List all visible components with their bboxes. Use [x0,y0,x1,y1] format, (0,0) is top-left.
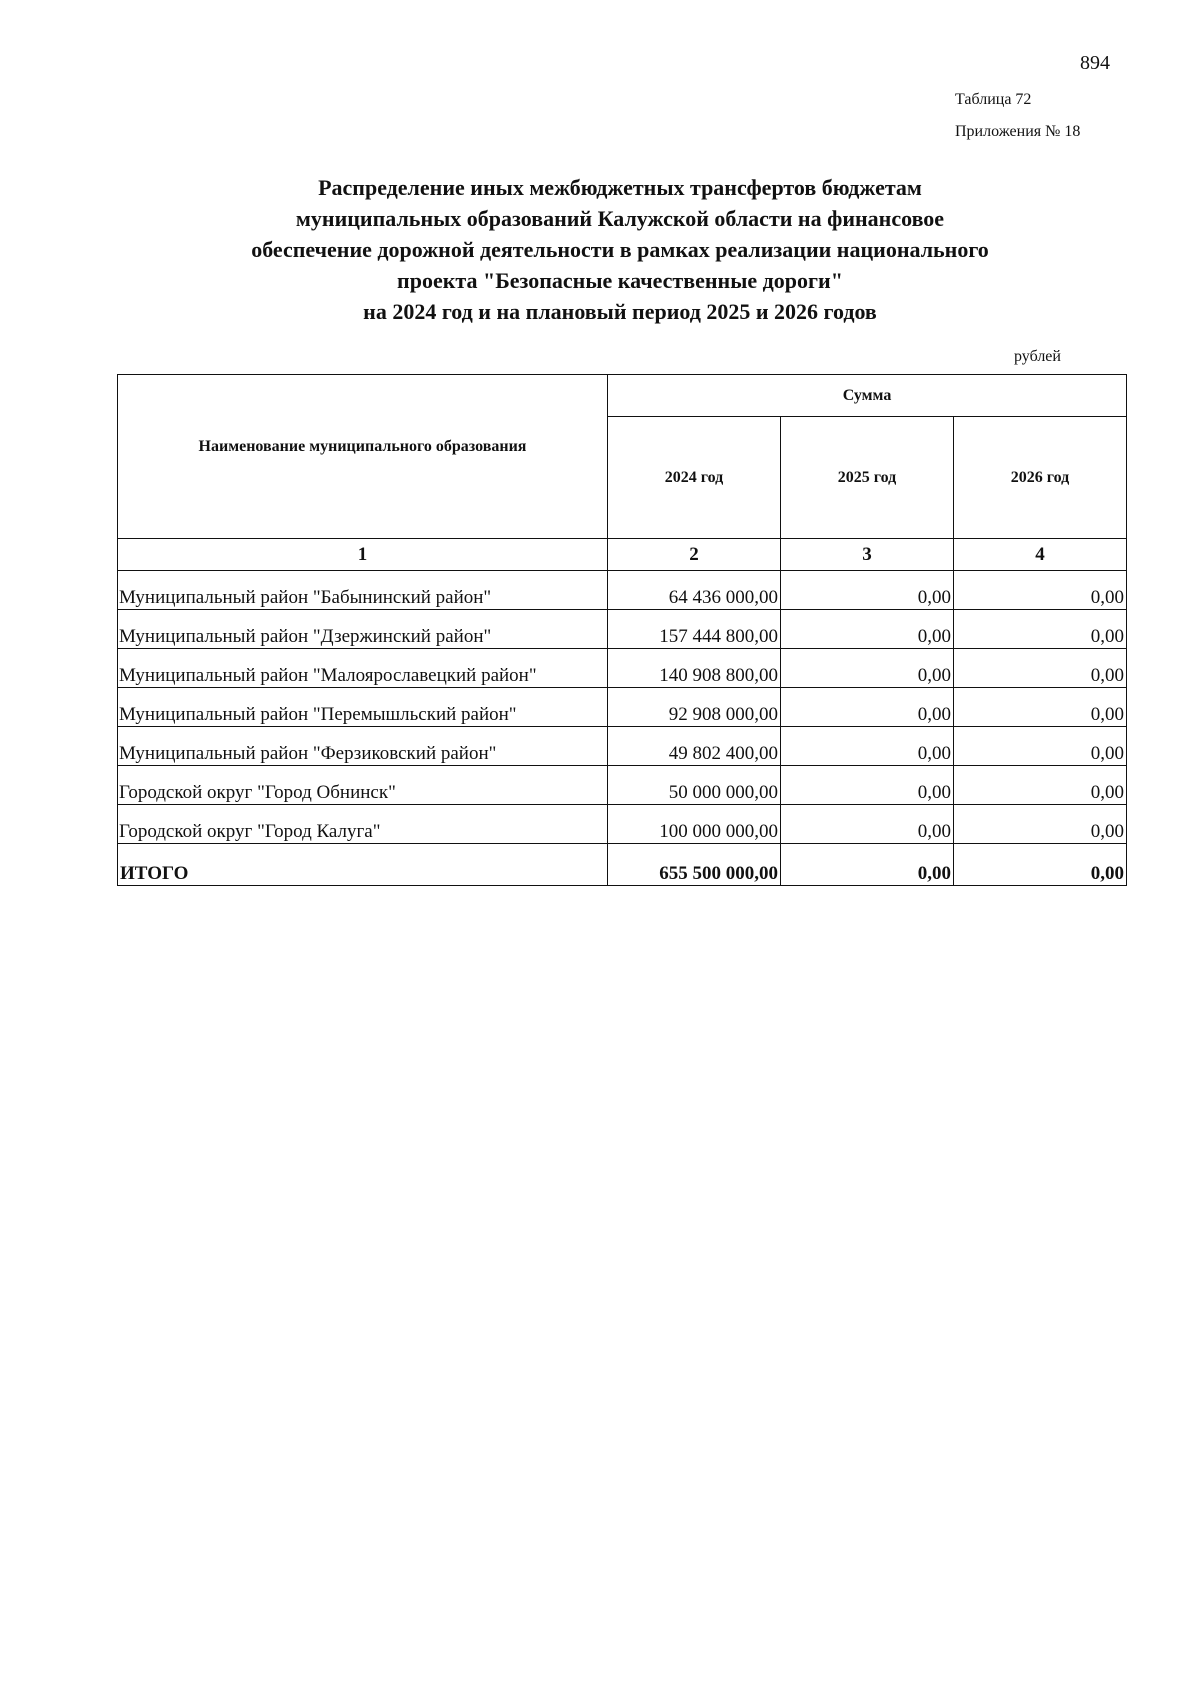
sum-column-header: Сумма [608,375,1127,417]
page-number: 894 [1080,52,1110,74]
units-label: рублей [1014,348,1061,365]
total-2025: 0,00 [781,844,954,886]
document-title [110,172,1130,327]
amount-2024: 140 908 800,00 [608,649,781,688]
amount-2025: 0,00 [781,688,954,727]
distribution-table [117,374,1127,886]
title-line: на 2024 год и на плановый период 2025 и 2026 годов [363,299,877,324]
municipality-name: Муниципальный район "Малоярославецкий район" [118,649,608,688]
amount-2024: 100 000 000,00 [608,805,781,844]
table-row [118,766,1127,805]
amount-2024: 64 436 000,00 [608,571,781,610]
year-2024-header: 2024 год [608,417,781,539]
column-number: 4 [954,539,1127,571]
municipality-name: Муниципальный район "Ферзиковский район" [118,727,608,766]
municipality-name: Городской округ "Город Обнинск" [118,766,608,805]
amount-2025: 0,00 [781,610,954,649]
title-line: обеспечение дорожной деятельности в рамках реализации национального [251,237,989,262]
total-2026: 0,00 [954,844,1127,886]
total-label: ИТОГО [118,844,608,886]
amount-2025: 0,00 [781,805,954,844]
title-line: проекта "Безопасные качественные дороги" [397,268,843,293]
amount-2026: 0,00 [954,766,1127,805]
table-row [118,649,1127,688]
total-2024: 655 500 000,00 [608,844,781,886]
table-row [118,688,1127,727]
amount-2024: 157 444 800,00 [608,610,781,649]
column-number: 2 [608,539,781,571]
column-number-row [118,539,1127,571]
table-reference: Таблица 72 [955,91,1032,108]
title-line: Распределение иных межбюджетных трансфертов бюджетам [318,175,922,200]
amount-2026: 0,00 [954,649,1127,688]
table-header-row [118,375,1127,417]
municipality-name: Муниципальный район "Дзержинский район" [118,610,608,649]
appendix-reference [955,84,1080,148]
amount-2025: 0,00 [781,766,954,805]
column-number: 3 [781,539,954,571]
amount-2026: 0,00 [954,727,1127,766]
amount-2024: 92 908 000,00 [608,688,781,727]
amount-2025: 0,00 [781,727,954,766]
amount-2024: 50 000 000,00 [608,766,781,805]
municipality-name: Муниципальный район "Бабынинский район" [118,571,608,610]
amount-2026: 0,00 [954,571,1127,610]
municipality-name: Муниципальный район "Перемышльский район" [118,688,608,727]
appendix-number: Приложения № 18 [955,123,1081,140]
table-row [118,727,1127,766]
municipality-column-header-label: Наименование муниципального образования [198,437,527,455]
year-2026-header: 2026 год [954,417,1127,539]
table-row [118,805,1127,844]
amount-2026: 0,00 [954,688,1127,727]
amount-2026: 0,00 [954,610,1127,649]
column-number: 1 [118,539,608,571]
municipality-name: Городской округ "Город Калуга" [118,805,608,844]
amount-2025: 0,00 [781,649,954,688]
title-line: муниципальных образований Калужской области на финансовое [295,206,945,231]
total-row [118,844,1127,886]
table-row [118,610,1127,649]
amount-2025: 0,00 [781,571,954,610]
amount-2024: 49 802 400,00 [608,727,781,766]
amount-2026: 0,00 [954,805,1127,844]
table-row [118,571,1127,610]
year-2025-header: 2025 год [781,417,954,539]
municipality-column-header [118,375,608,539]
